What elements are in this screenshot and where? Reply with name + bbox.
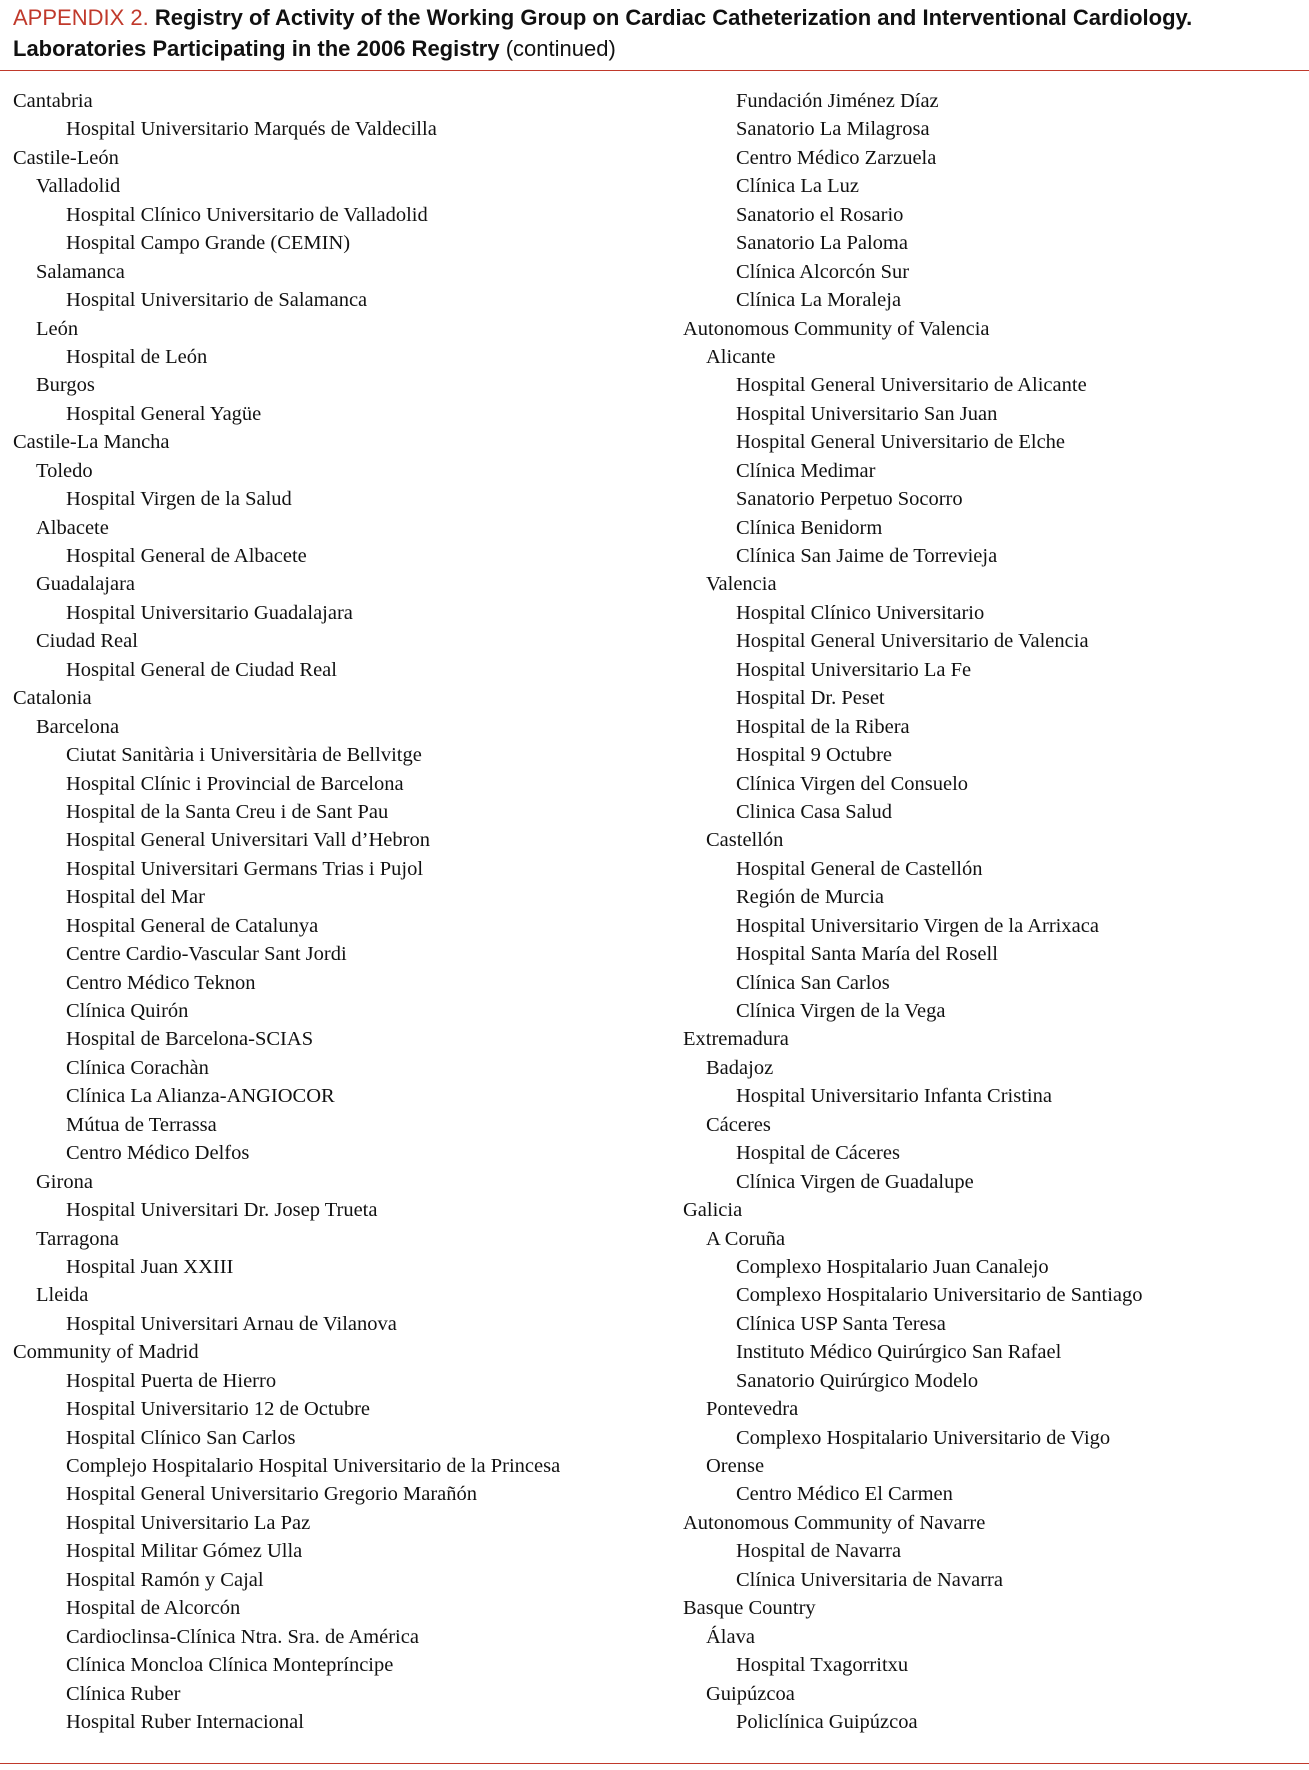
hospital-entry: Clínica Moncloa Clínica Montepríncipe xyxy=(66,1654,394,1677)
hospital-entry: Clínica USP Santa Teresa xyxy=(736,1312,946,1335)
hospital-entry: Hospital de Cáceres xyxy=(736,1142,900,1165)
hospital-entry: Complexo Hospitalario Universitario de Vigo xyxy=(736,1426,1111,1449)
province-heading: Burgos xyxy=(36,374,95,397)
hospital-entry: Hospital Universitario Guadalajara xyxy=(66,601,353,624)
appendix-title: Registry of Activity of the Working Group on Cardiac Catheterization and Interventional Cardiology. Laboratories Participating in the 2006 Registry xyxy=(13,5,1193,61)
hospital-entry: Hospital General de Catalunya xyxy=(66,914,319,937)
hospital-entry: Clínica La Moraleja xyxy=(736,289,902,312)
hospital-entry: Clínica Benidorm xyxy=(736,516,883,539)
province-heading: Álava xyxy=(706,1625,755,1648)
province-heading: Badajoz xyxy=(706,1056,774,1079)
hospital-entry: Hospital General Universitario de Elche xyxy=(736,431,1066,454)
province-heading: Toledo xyxy=(36,459,93,482)
hospital-entry: Hospital de Navarra xyxy=(736,1540,902,1563)
province-heading: Lleida xyxy=(36,1284,89,1307)
hospital-entry: Clínica La Luz xyxy=(736,175,859,198)
province-heading: Guipúzcoa xyxy=(706,1682,795,1705)
appendix-label: APPENDIX 2. xyxy=(13,5,149,30)
region-heading: Catalonia xyxy=(13,687,92,710)
hospital-entry: Hospital General Yagüe xyxy=(66,402,262,425)
hospital-entry: Clínica Alcorcón Sur xyxy=(736,260,910,283)
hospital-entry: Clínica Corachàn xyxy=(66,1056,209,1079)
hospital-entry: Complexo Hospitalario Juan Canalejo xyxy=(736,1255,1049,1278)
hospital-entry: Ciutat Sanitària i Universitària de Bellvitge xyxy=(66,744,422,767)
hospital-entry: Hospital Santa María del Rosell xyxy=(736,943,998,966)
hospital-entry: Complejo Hospitalario Hospital Universitario de la Princesa xyxy=(66,1455,561,1477)
region-heading: Autonomous Community of Navarre xyxy=(683,1511,986,1534)
hospital-entry: Hospital Txagorritxu xyxy=(736,1654,909,1677)
hospital-entry: Hospital Universitario de Salamanca xyxy=(66,289,368,312)
hospital-entry: Hospital Universitario La Paz xyxy=(66,1511,311,1534)
hospital-entry: Hospital Universitario 12 de Octubre xyxy=(66,1398,371,1421)
hospital-entry: Región de Murcia xyxy=(736,886,885,909)
province-heading: Barcelona xyxy=(36,715,120,738)
province-heading: Castellón xyxy=(706,829,784,852)
hospital-entry: Hospital General Universitario de Valencia xyxy=(736,630,1089,653)
hospital-entry: Hospital Universitario San Juan xyxy=(736,402,998,425)
hospital-entry: Clinica Casa Salud xyxy=(736,800,893,823)
continued-note: (continued) xyxy=(505,36,616,61)
hospital-entry: Hospital Clínico Universitario xyxy=(736,601,985,624)
region-heading: Castile-La Mancha xyxy=(13,431,170,454)
hospital-entry: Fundación Jiménez Díaz xyxy=(736,90,939,112)
hospital-entry: Hospital General de Ciudad Real xyxy=(66,658,337,681)
hospital-entry: Sanatorio el Rosario xyxy=(736,203,904,226)
province-heading: Valladolid xyxy=(36,175,121,198)
hospital-entry: Hospital Virgen de la Salud xyxy=(66,488,292,511)
right-column xyxy=(683,87,1303,1736)
hospital-entry: Hospital Clínic i Provincial de Barcelona xyxy=(66,772,404,795)
hospital-entry: Sanatorio La Milagrosa xyxy=(736,118,930,141)
province-heading: Alicante xyxy=(706,345,776,368)
hospital-entry: Hospital de Barcelona-SCIAS xyxy=(66,1028,314,1051)
hospital-entry: Clínica Universitaria de Navarra xyxy=(736,1568,1003,1591)
hospital-entry: Hospital Dr. Peset xyxy=(736,687,885,710)
hospital-entry: Hospital Universitario La Fe xyxy=(736,658,972,681)
region-heading: Community of Madrid xyxy=(13,1341,199,1364)
hospital-entry: Centre Cardio-Vascular Sant Jordi xyxy=(66,943,347,966)
hospital-entry: Centro Médico Delfos xyxy=(66,1142,250,1165)
hospital-entry: Hospital del Mar xyxy=(66,886,205,909)
top-divider xyxy=(0,70,1309,71)
province-heading: León xyxy=(36,317,79,340)
province-heading: Girona xyxy=(36,1170,93,1193)
hospital-entry: Hospital Universitari Germans Trias i Pujol xyxy=(66,857,424,880)
bottom-divider xyxy=(0,1763,1309,1764)
hospital-entry: Centro Médico El Carmen xyxy=(736,1483,953,1506)
hospital-entry: Hospital General Universitari Vall d’Hebron xyxy=(66,829,430,852)
hospital-entry: Hospital General Universitario Gregorio Marañón xyxy=(66,1483,478,1506)
hospital-entry: Clínica San Carlos xyxy=(736,971,890,994)
hospital-entry: Instituto Médico Quirúrgico San Rafael xyxy=(736,1341,1062,1364)
hospital-entry: Clínica Medimar xyxy=(736,459,876,482)
hospital-entry: Hospital Juan XXIII xyxy=(66,1255,234,1278)
region-heading: Autonomous Community of Valencia xyxy=(683,317,990,340)
hospital-entry: Hospital Clínico San Carlos xyxy=(66,1426,296,1449)
province-heading: Tarragona xyxy=(36,1227,119,1250)
region-heading: Extremadura xyxy=(683,1028,789,1051)
hospital-entry: Centro Médico Zarzuela xyxy=(736,146,937,169)
hospital-entry: Cardioclinsa-Clínica Ntra. Sra. de América xyxy=(66,1625,419,1648)
hospital-entry: Mútua de Terrassa xyxy=(66,1113,217,1136)
hospital-entry: Hospital de la Santa Creu i de Sant Pau xyxy=(66,800,389,823)
province-heading: Albacete xyxy=(36,516,109,539)
hospital-entry: Hospital Universitario Marqués de Valdecilla xyxy=(66,118,437,141)
appendix-header xyxy=(13,2,1293,64)
hospital-entry: Hospital Puerta de Hierro xyxy=(66,1369,277,1392)
hospital-entry: Hospital Universitari Arnau de Vilanova xyxy=(66,1312,397,1335)
hospital-entry: Clínica San Jaime de Torrevieja xyxy=(736,545,998,567)
hospital-entry: Hospital Universitario Virgen de la Arrixaca xyxy=(736,914,1099,937)
hospital-entry: Hospital General de Albacete xyxy=(66,545,307,567)
hospital-entry: Clínica Quirón xyxy=(66,1000,189,1022)
hospital-entry: Sanatorio Quirúrgico Modelo xyxy=(736,1369,979,1392)
region-heading: Cantabria xyxy=(13,90,93,112)
hospital-entry: Hospital de la Ribera xyxy=(736,715,910,738)
hospital-entry: Clínica La Alianza-ANGIOCOR xyxy=(66,1085,335,1108)
hospital-entry: Hospital Militar Gómez Ulla xyxy=(66,1540,303,1563)
hospital-entry: Hospital Clínico Universitario de Valladolid xyxy=(66,203,428,226)
province-heading: Ciudad Real xyxy=(36,630,138,653)
left-column xyxy=(13,87,673,1736)
hospital-entry: Clínica Virgen de Guadalupe xyxy=(736,1170,974,1193)
province-heading: Cáceres xyxy=(706,1113,771,1136)
province-heading: Guadalajara xyxy=(36,573,136,596)
region-heading: Castile-León xyxy=(13,146,119,169)
hospital-entry: Complexo Hospitalario Universitario de Santiago xyxy=(736,1284,1143,1307)
hospital-entry: Clínica Virgen de la Vega xyxy=(736,1000,946,1022)
region-heading: Galicia xyxy=(683,1199,743,1222)
hospital-entry: Hospital Ruber Internacional xyxy=(66,1710,304,1733)
province-heading: Pontevedra xyxy=(706,1398,799,1421)
hospital-entry: Sanatorio Perpetuo Socorro xyxy=(736,488,963,511)
hospital-entry: Hospital Campo Grande (CEMIN) xyxy=(66,232,351,255)
province-heading: Salamanca xyxy=(36,260,125,283)
province-heading: Valencia xyxy=(706,573,777,596)
hospital-entry: Hospital Universitari Dr. Josep Trueta xyxy=(66,1199,378,1222)
hospital-entry: Hospital General de Castellón xyxy=(736,857,983,880)
hospital-entry: Hospital Ramón y Cajal xyxy=(66,1568,264,1591)
hospital-entry: Hospital de León xyxy=(66,345,208,368)
region-heading: Basque Country xyxy=(683,1597,816,1620)
hospital-entry: Clínica Ruber xyxy=(66,1682,181,1705)
hospital-entry: Hospital de Alcorcón xyxy=(66,1597,241,1620)
hospital-entry: Hospital 9 Octubre xyxy=(736,744,892,767)
hospital-entry: Policlínica Guipúzcoa xyxy=(736,1710,918,1733)
hospital-entry: Sanatorio La Paloma xyxy=(736,232,908,255)
hospital-entry: Centro Médico Teknon xyxy=(66,971,256,994)
hospital-entry: Hospital General Universitario de Alicante xyxy=(736,374,1087,397)
hospital-entry: Clínica Virgen del Consuelo xyxy=(736,772,969,795)
hospital-entry: Hospital Universitario Infanta Cristina xyxy=(736,1085,1052,1108)
province-heading: A Coruña xyxy=(706,1227,786,1250)
province-heading: Orense xyxy=(706,1455,765,1477)
